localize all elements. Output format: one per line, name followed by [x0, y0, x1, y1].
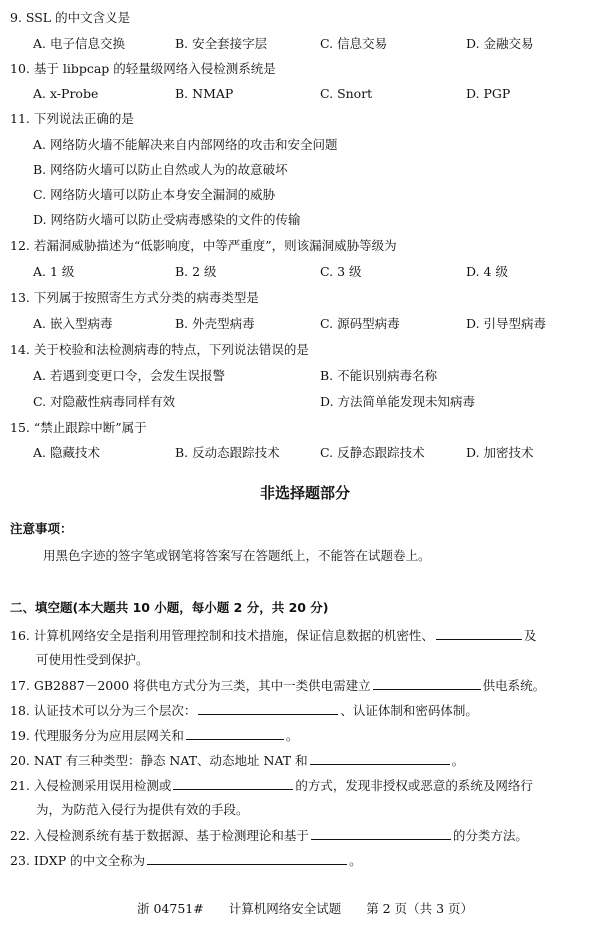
- question-15-option-a: A. 隐藏技术: [33, 445, 100, 460]
- question-21-continuation: 为，为防范入侵行为提供有效的手段。: [36, 802, 249, 817]
- question-16-blank: [436, 626, 522, 640]
- question-23-text: 23. IDXP 的中文全称为: [10, 853, 146, 868]
- question-17-blank: [373, 676, 481, 690]
- question-22-text: 22. 入侵检测系统有基于数据源、基于检测理论和基于: [10, 828, 309, 843]
- question-9-option-c: C. 信息交易: [320, 36, 388, 51]
- question-21-blank: [173, 776, 293, 790]
- question-9-option-a: A. 电子信息交换: [33, 36, 125, 51]
- question-14-option-a: A. 若遇到变更口令，会发生误报警: [33, 368, 225, 383]
- question-21-line: [10, 776, 533, 795]
- question-22-text-end: 的分类方法。: [452, 828, 528, 843]
- question-9-option-b: B. 安全套接字层: [175, 36, 268, 51]
- question-18-text-end: 、认证体制和密码体制。: [340, 703, 478, 718]
- question-15-stem: 15. “禁止跟踪中断”属于: [10, 420, 147, 435]
- question-23-line: [10, 851, 362, 870]
- question-13-stem: 13. 下列属于按照寄生方式分类的病毒类型是: [10, 290, 259, 305]
- question-10-stem: 10. 基于 libpcap 的轻量级网络入侵检测系统是: [10, 61, 276, 76]
- question-21-text-end: 的方式，发现非授权或恶意的系统及网络行: [295, 778, 533, 793]
- question-12-option-a: A. 1 级: [33, 264, 75, 279]
- question-11-option-d: D. 网络防火墙可以防止受病毒感染的文件的传输: [33, 212, 301, 227]
- question-16-text-end: 及: [523, 628, 537, 643]
- question-13-option-a: A. 嵌入型病毒: [33, 316, 113, 331]
- question-9-option-d: D. 金融交易: [466, 36, 534, 51]
- question-12-option-b: B. 2 级: [175, 264, 217, 279]
- question-15-option-b: B. 反动态跟踪技术: [175, 445, 280, 460]
- question-22-blank: [311, 826, 451, 840]
- question-13-option-b: B. 外壳型病毒: [175, 316, 255, 331]
- question-21-text: 21. 入侵检测采用误用检测或: [10, 778, 172, 793]
- question-19-blank: [186, 726, 284, 740]
- page-footer: 浙 04751# 计算机网络安全试题 第 2 页（共 3 页）: [136, 901, 473, 916]
- question-13-option-d: D. 引导型病毒: [466, 316, 547, 331]
- question-12-option-d: D. 4 级: [466, 264, 508, 279]
- question-14-option-b: B. 不能识别病毒名称: [320, 368, 438, 383]
- question-19-line: [10, 726, 298, 745]
- question-23-text-end: 。: [349, 853, 362, 868]
- question-20-text: 20. NAT 有三种类型：静态 NAT、动态地址 NAT 和: [10, 753, 308, 768]
- question-17-text-end: 供电系统。: [482, 678, 546, 693]
- question-11-stem: 11. 下列说法正确的是: [10, 111, 134, 126]
- question-18-blank: [198, 701, 338, 715]
- question-14-stem: 14. 关于校验和法检测病毒的特点，下列说法错误的是: [10, 342, 309, 357]
- question-23-blank: [147, 851, 347, 865]
- question-20-blank: [310, 751, 450, 765]
- question-16-text: 16. 计算机网络安全是指利用管理控制和技术措施，保证信息数据的机密性、: [10, 628, 434, 643]
- question-12-stem: 12. 若漏洞威胁描述为“低影响度，中等严重度”，则该漏洞威胁等级为: [10, 238, 397, 253]
- question-11-option-c: C. 网络防火墙可以防止本身安全漏洞的威胁: [33, 187, 276, 202]
- question-15-option-c: C. 反静态跟踪技术: [320, 445, 425, 460]
- question-10-option-c: C. Snort: [320, 86, 373, 101]
- section-title: 非选择题部分: [259, 484, 350, 502]
- notice-heading: 注意事项：: [10, 521, 73, 536]
- question-19-text: 19. 代理服务分为应用层网关和: [10, 728, 184, 743]
- question-16-continuation: 可使用性受到保护。: [36, 652, 149, 667]
- question-20-text-end: 。: [451, 753, 465, 768]
- question-14-option-d: D. 方法简单能发现未知病毒: [320, 394, 476, 409]
- question-10-option-d: D. PGP: [466, 86, 511, 101]
- question-17-line: [10, 676, 545, 695]
- question-10-option-a: A. x-Probe: [33, 86, 99, 101]
- question-13-option-c: C. 源码型病毒: [320, 316, 400, 331]
- question-11-option-b: B. 网络防火墙可以防止自然或人为的故意破坏: [33, 162, 288, 177]
- notice-text: 用黑色字迹的签字笔或钢笔将答案写在答题纸上，不能答在试题卷上。: [43, 548, 431, 563]
- fill-section-heading: 二、填空题(本大题共 10 小题，每小题 2 分，共 20 分): [10, 600, 329, 615]
- question-11-option-a: A. 网络防火墙不能解决来自内部网络的攻击和安全问题: [33, 137, 338, 152]
- question-10-option-b: B. NMAP: [175, 86, 234, 101]
- question-22-line: [10, 826, 528, 845]
- question-14-option-c: C. 对隐蔽性病毒同样有效: [33, 394, 176, 409]
- question-15-option-d: D. 加密技术: [466, 445, 534, 460]
- question-12-option-c: C. 3 级: [320, 264, 362, 279]
- question-17-text: 17. GB2887－2000 将供电方式分为三类，其中一类供电需建立: [10, 678, 371, 693]
- question-9-stem: 9. SSL 的中文含义是: [10, 10, 131, 25]
- question-20-line: [10, 751, 464, 770]
- question-16-line: [10, 626, 536, 645]
- question-18-line: [10, 701, 478, 720]
- question-19-text-end: 。: [285, 728, 299, 743]
- question-18-text: 18. 认证技术可以分为三个层次：: [10, 703, 197, 718]
